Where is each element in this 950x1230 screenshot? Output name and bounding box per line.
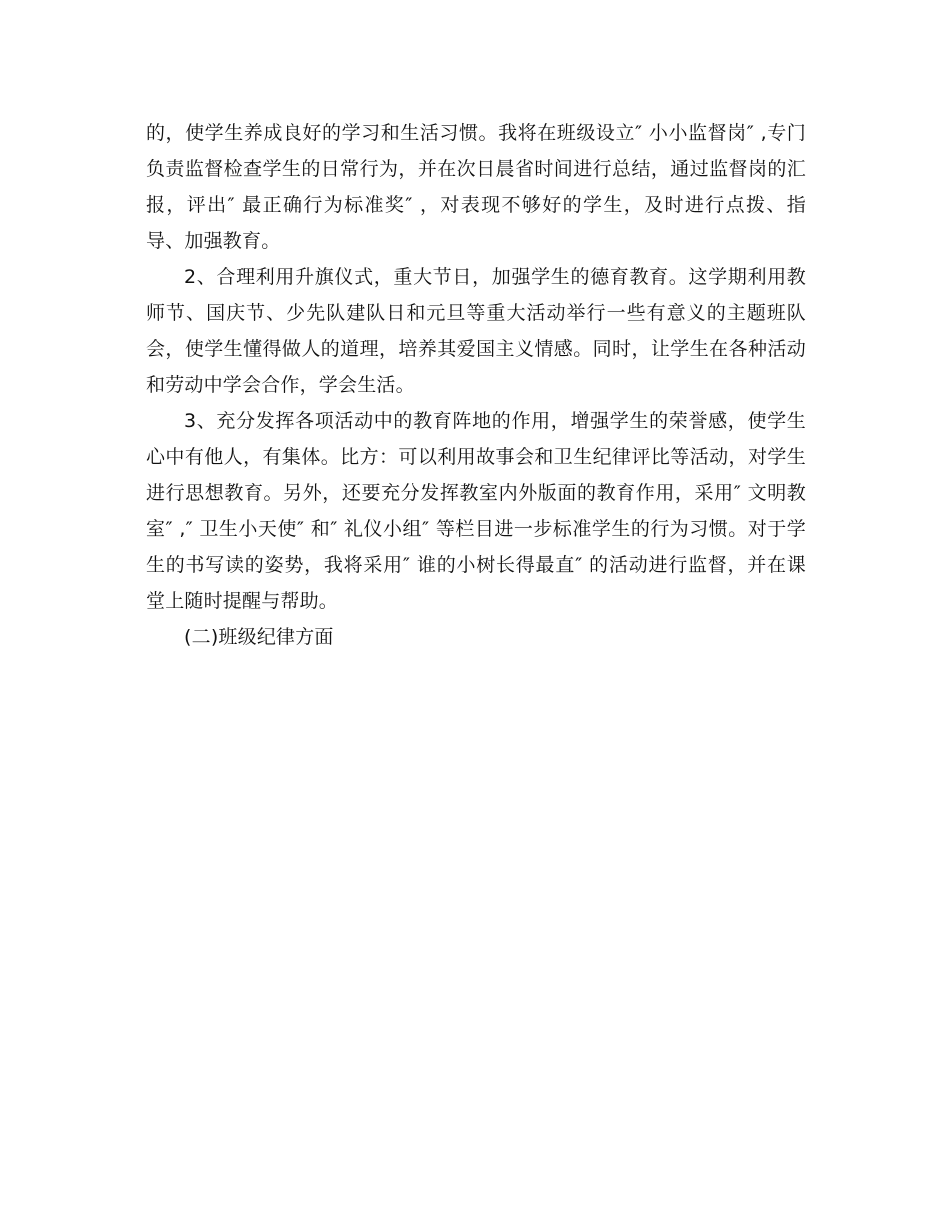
paragraph: 2、合理利用升旗仪式，重大节日，加强学生的德育教育。这学期利用教师节、国庆节、少先队建队日和元旦等重大活动举行一些有意义的主题班队会，使学生懂得做人的道理，培养其爱国主义情感。同时，让学生在各种活动和劳动中学会合作，学会生活。 <box>146 266 806 396</box>
paragraph: 的，使学生养成良好的学习和生活习惯。我将在班级设立″ 小小监督岗″ ,专门负责监督检查学生的日常行为，并在次日晨省时间进行总结，通过监督岗的汇报，评出″ 最正确行为标准奖″ ，对表现不够好的学生，及时进行点拨、指导、加强教育。 <box>146 122 806 252</box>
document-page <box>146 115 806 655</box>
paragraph: 3、充分发挥各项活动中的教育阵地的作用，增强学生的荣誉感，使学生心中有他人，有集体。比方：可以利用故事会和卫生纪律评比等活动，对学生进行思想教育。另外，还要充分发挥教室内外版面的教育作用，采用″ 文明教室″ ,″ 卫生小天使″ 和″ 礼仪小组″ 等栏目进一步标准学生的行为习惯。对于学生的书写读的姿势，我将采用″ 谁的小树长得最直″ 的活动进行监督，并在课堂上随时提醒与帮助。 <box>146 410 806 612</box>
section-heading: (二)班级纪律方面 <box>184 626 334 648</box>
